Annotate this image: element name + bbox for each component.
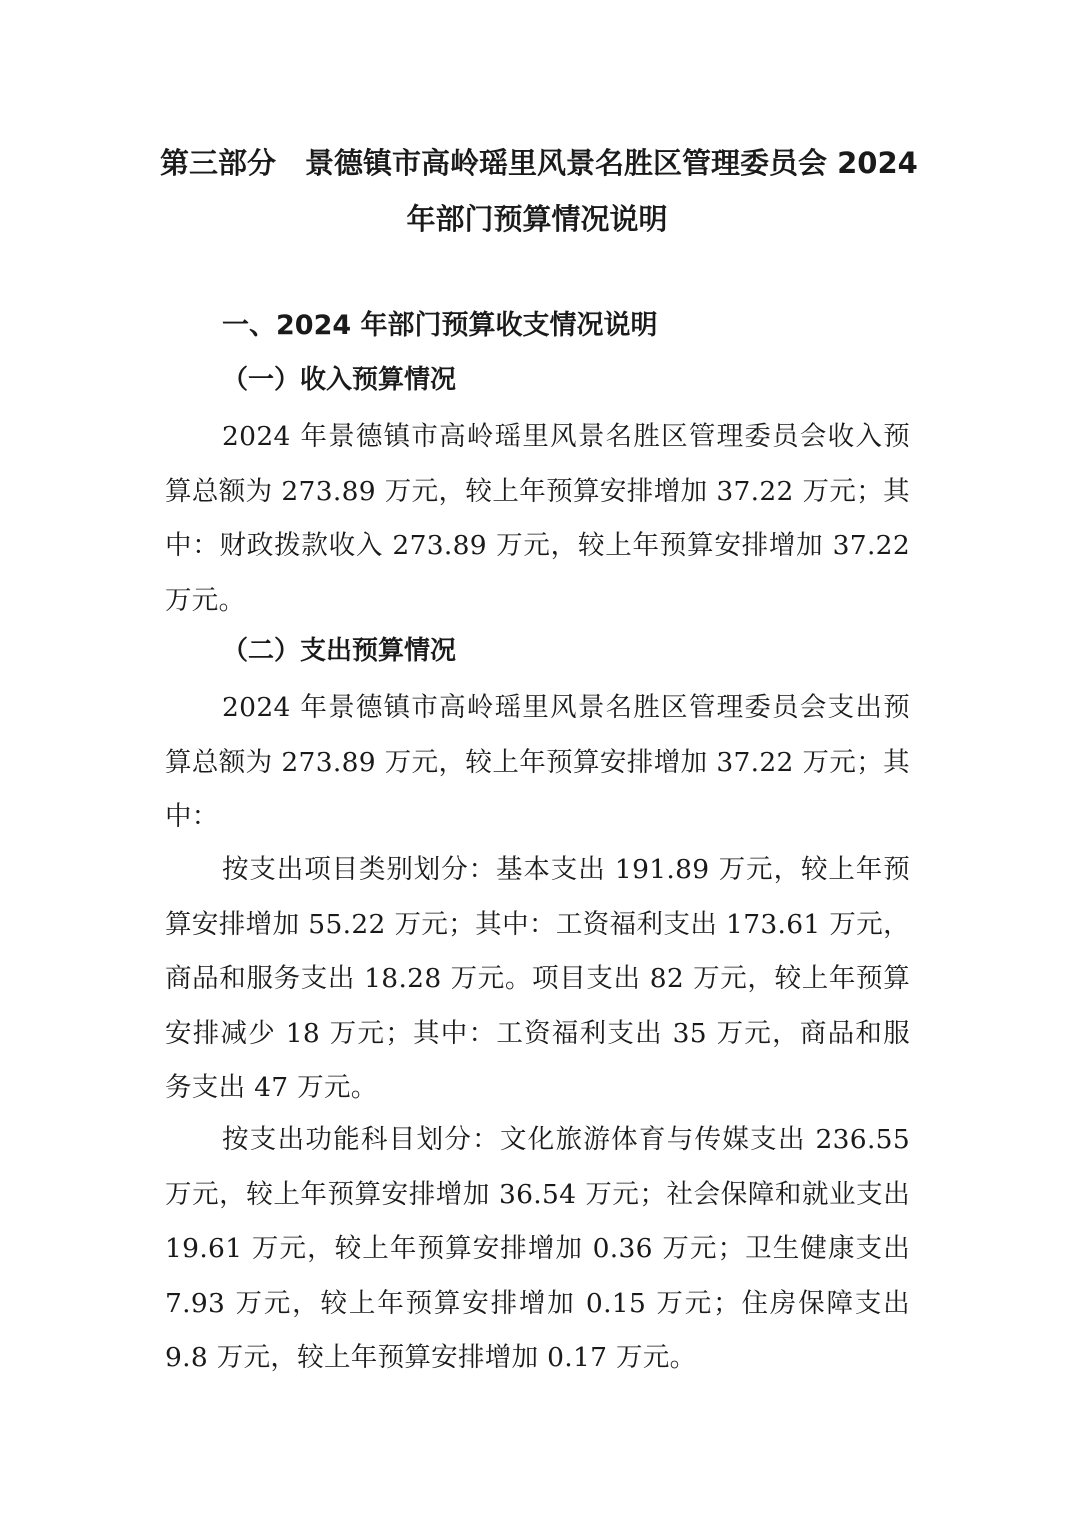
page-title-line-1: 第三部分 景德镇市高岭瑶里风景名胜区管理委员会 2024 (160, 146, 918, 180)
by-function-paragraph: 按支出功能科目划分：文化旅游体育与传媒支出 236.55 万元，较上年预算安排增加 36.54 万元；社会保障和就业支出 19.61 万元，较上年预算安排增加 0.36 万元；卫生健康支出 7.93 万元，较上年预算安排增加 0.15 万元；住房保障支出 9.8 万元，较上年预算安排增加 0.17 万元。 (165, 1124, 910, 1373)
by-category-paragraph: 按支出项目类别划分：基本支出 191.89 万元，较上年预算安排增加 55.22 万元；其中：工资福利支出 173.61 万元，商品和服务支出 18.28 万元。项目支出 82 万元，较上年预算安排减少 18 万元；其中：工资福利支出 35 万元，商品和服务支出 47 万元。 (165, 854, 910, 1103)
expense-subheading: （二）支出预算情况 (222, 636, 457, 666)
page-title-line-2: 年部门预算情况说明 (406, 202, 668, 236)
page-title (160, 135, 918, 247)
expense-paragraph: 2024 年景德镇市高岭瑶里风景名胜区管理委员会支出预算总额为 273.89 万元，较上年预算安排增加 37.22 万元；其中： (165, 692, 910, 832)
section-heading: 一、2024 年部门预算收支情况说明 (222, 310, 658, 341)
income-subheading: （一）收入预算情况 (222, 365, 457, 395)
income-paragraph: 2024 年景德镇市高岭瑶里风景名胜区管理委员会收入预算总额为 273.89 万元，较上年预算安排增加 37.22 万元；其中：财政拨款收入 273.89 万元，较上年预算安排增加 37.22 万元。 (165, 421, 910, 616)
